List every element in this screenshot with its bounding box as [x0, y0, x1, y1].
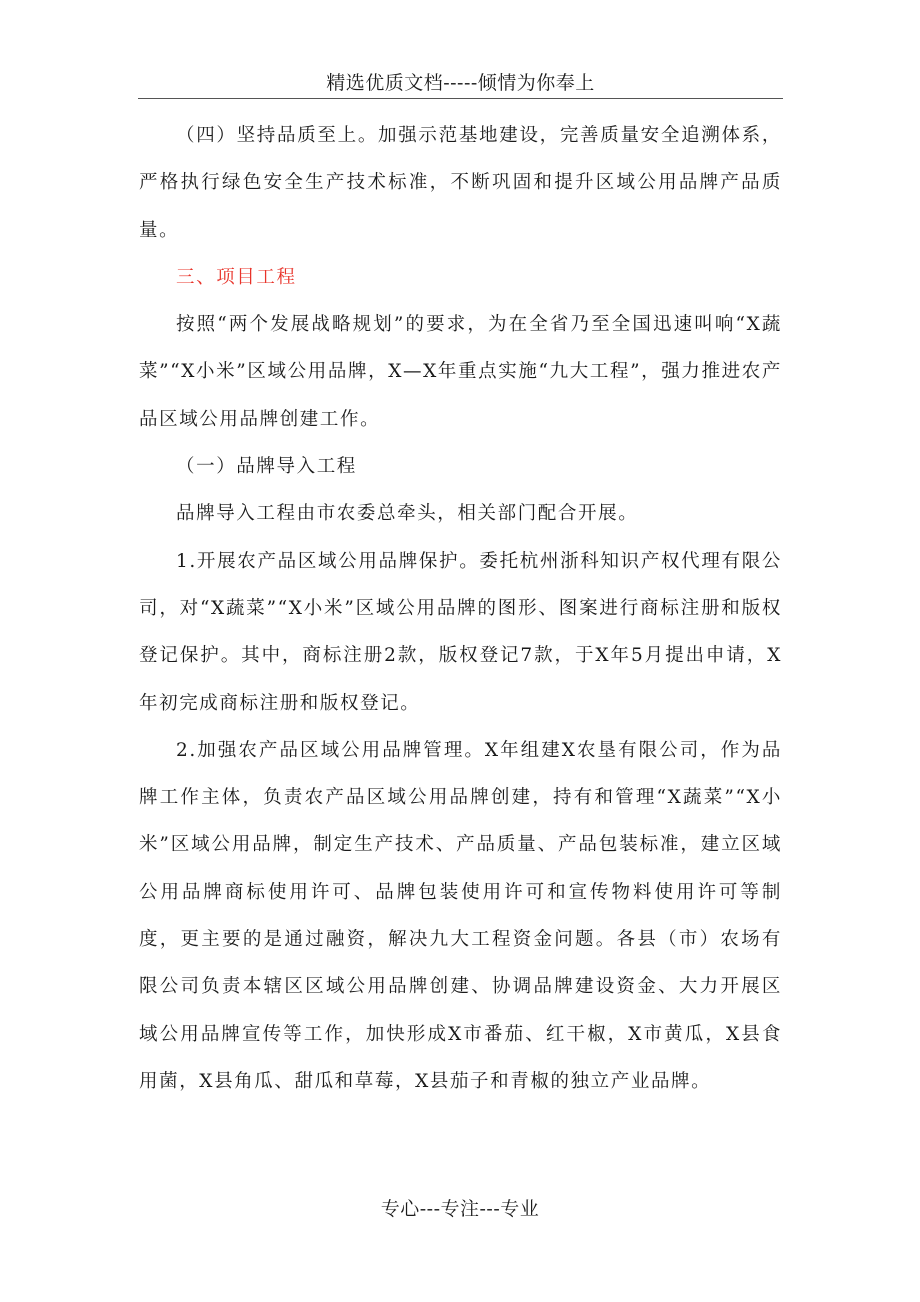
page-header: 精选优质文档-----倾情为你奉上 — [138, 68, 783, 99]
paragraph-item-2: 2.加强农产品区域公用品牌管理。X年组建X农垦有限公司，作为品牌工作主体，负责农产品区域公用品牌创建，持有和管理“X蔬菜”“X小米”区域公用品牌，制定生产技术、产品质量、产品包装标准，建立区域公用品牌商标使用许可、品牌包装使用许可和宣传物料使用许可等制度，更主要的是通过融资，解决九大工程资金问题。各县（市）农场有限公司负责本辖区区域公用品牌创建、协调品牌建设资金、大力开展区域公用品牌宣传等工作，加快形成X市番茄、红干椒，X市黄瓜，X县食用菌，X县角瓜、甜瓜和草莓，X县茄子和青椒的独立产业品牌。 — [139, 739, 782, 1092]
page-footer: 专心---专注---专业 — [380, 1198, 540, 1220]
document-body — [139, 112, 782, 1105]
paragraph-brand-import-lead: 品牌导入工程由市农委总牵头，相关部门配合开展。 — [176, 503, 639, 525]
paragraph-quality: （四）坚持品质至上。加强示范基地建设，完善质量安全追溯体系，严格执行绿色安全生产技术标准，不断巩固和提升区域公用品牌产品质量。 — [139, 125, 782, 241]
section-heading-projects: 三、项目工程 — [176, 266, 297, 288]
paragraph-intro: 按照“两个发展战略规划”的要求，为在全省乃至全国迅速叫响“X蔬菜”“X小米”区域公用品牌，X—X年重点实施“九大工程”，强力推进农产品区域公用品牌创建工作。 — [139, 314, 782, 430]
sub-heading-brand-import: （一）品牌导入工程 — [176, 456, 357, 478]
paragraph-item-1: 1.开展农产品区域公用品牌保护。委托杭州浙科知识产权代理有限公司，对“X蔬菜”“X小米”区域公用品牌的图形、图案进行商标注册和版权登记保护。其中，商标注册2款，版权登记7款，于X年5月提出申请，X年初完成商标注册和版权登记。 — [139, 550, 782, 714]
